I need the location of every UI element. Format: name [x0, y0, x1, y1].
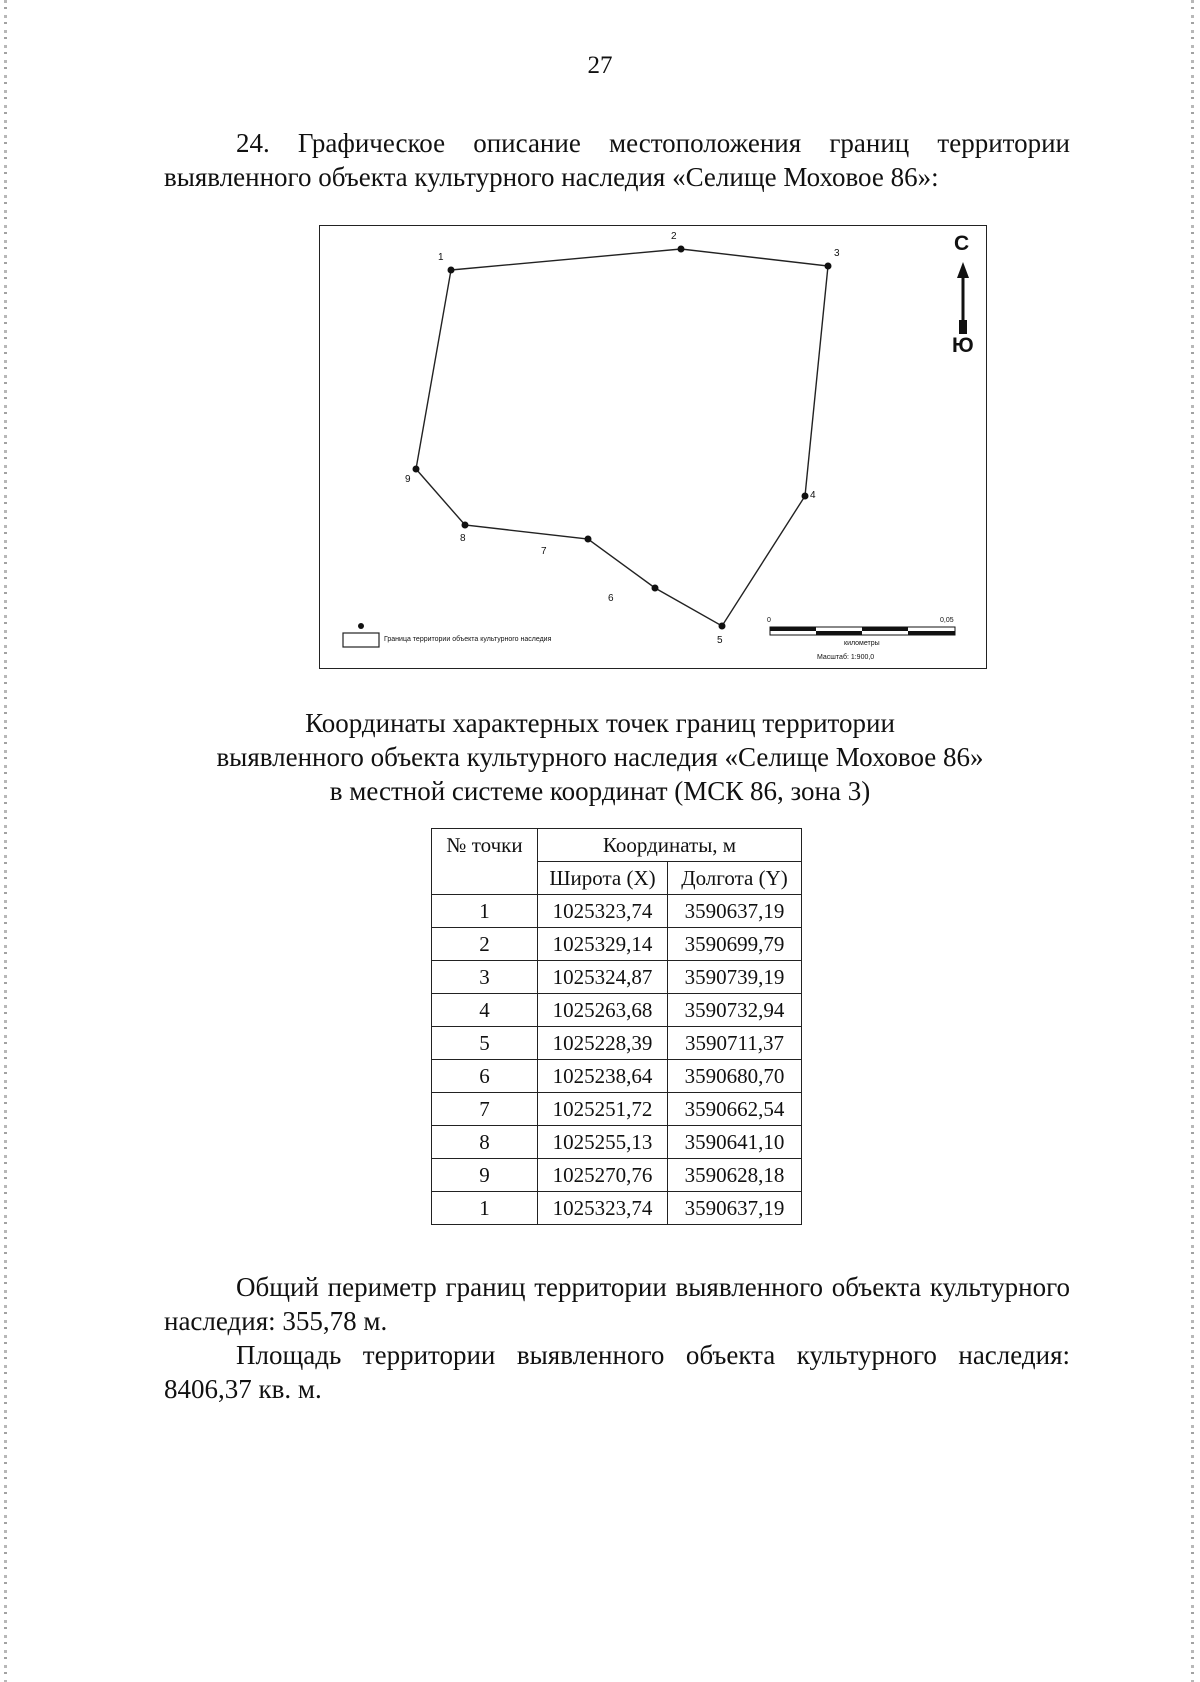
table-row	[432, 895, 802, 928]
caption-line: Координаты характерных точек границ территории	[305, 708, 895, 738]
table-row	[432, 961, 802, 994]
cell-point: 1	[432, 1192, 538, 1225]
page-number: 27	[587, 52, 613, 79]
point-label-7: 7	[541, 546, 547, 557]
legend-point-symbol	[358, 623, 364, 629]
coordinates-table	[431, 828, 802, 1225]
table-row	[432, 994, 802, 1027]
vertex-8	[462, 522, 469, 529]
cell-x: 1025263,68	[538, 994, 668, 1027]
table-row	[432, 1093, 802, 1126]
cell-x: 1025270,76	[538, 1159, 668, 1192]
compass-north-label: С	[954, 232, 970, 255]
header-longitude-y: Долгота (Y)	[668, 862, 802, 895]
cell-x: 1025329,14	[538, 928, 668, 961]
header-latitude-x: Широта (X)	[538, 862, 668, 895]
vertex-9	[413, 466, 420, 473]
cell-x: 1025323,74	[538, 895, 668, 928]
vertex-1	[448, 267, 455, 274]
caption-line: выявленного объекта культурного наследия «Селище Моховое 86»	[216, 742, 984, 772]
north-arrow-head	[957, 262, 969, 278]
boundary-polygon	[416, 249, 828, 626]
table-row	[432, 1027, 802, 1060]
boundary-vertices	[413, 246, 832, 630]
point-label-2: 2	[671, 231, 677, 242]
table-header-row	[432, 829, 802, 862]
caption-line: в местной системе координат (МСК 86, зона 3)	[329, 776, 871, 806]
cell-y: 3590628,18	[668, 1159, 802, 1192]
cell-x: 1025228,39	[538, 1027, 668, 1060]
cell-point: 7	[432, 1093, 538, 1126]
table-row	[432, 1159, 802, 1192]
cell-y: 3590637,19	[668, 1192, 802, 1225]
point-label-1: 1	[438, 252, 444, 263]
cell-point: 9	[432, 1159, 538, 1192]
cell-x: 1025324,87	[538, 961, 668, 994]
scale-end-label: 0,05	[940, 617, 954, 624]
table-caption	[0, 706, 1200, 808]
vertex-2	[678, 246, 685, 253]
perimeter-paragraph: Общий периметр границ территории выявленного объекта культурного наследия: 355,78 м.	[164, 1272, 1070, 1336]
point-label-5: 5	[717, 635, 723, 646]
scan-edge-left	[4, 0, 7, 1682]
scale-bar-segment	[908, 631, 955, 635]
header-point-number: № точки	[432, 829, 538, 895]
cell-y: 3590637,19	[668, 895, 802, 928]
cell-y: 3590699,79	[668, 928, 802, 961]
scale-bar-segment	[770, 627, 816, 631]
cell-point: 4	[432, 994, 538, 1027]
boundary-map-drawing	[320, 226, 988, 670]
boundary-map	[319, 225, 987, 669]
intro-paragraph: 24. Графическое описание местоположения границ территории выявленного объекта культурного наследия «Селище Моховое 86»:	[164, 128, 1070, 192]
vertex-5	[719, 623, 726, 630]
cell-point: 5	[432, 1027, 538, 1060]
cell-point: 3	[432, 961, 538, 994]
vertex-7	[585, 536, 592, 543]
header-coordinates: Координаты, м	[538, 829, 802, 862]
cell-point: 1	[432, 895, 538, 928]
cell-y: 3590641,10	[668, 1126, 802, 1159]
table-row	[432, 1192, 802, 1225]
cell-y: 3590739,19	[668, 961, 802, 994]
cell-x: 1025238,64	[538, 1060, 668, 1093]
area-paragraph: Площадь территории выявленного объекта культурного наследия: 8406,37 кв. м.	[164, 1340, 1070, 1404]
cell-x: 1025255,13	[538, 1126, 668, 1159]
scale-start-label: 0	[767, 617, 771, 624]
cell-point: 2	[432, 928, 538, 961]
cell-y: 3590711,37	[668, 1027, 802, 1060]
vertex-3	[825, 263, 832, 270]
point-label-9: 9	[405, 474, 411, 485]
cell-y: 3590732,94	[668, 994, 802, 1027]
cell-x: 1025323,74	[538, 1192, 668, 1225]
point-label-6: 6	[608, 593, 614, 604]
legend-line-symbol	[343, 633, 379, 647]
table-row	[432, 928, 802, 961]
table-row	[432, 1060, 802, 1093]
cell-point: 6	[432, 1060, 538, 1093]
cell-y: 3590662,54	[668, 1093, 802, 1126]
legend-label: Граница территории объекта культурного наследия	[384, 636, 552, 643]
point-label-8: 8	[460, 533, 466, 544]
vertex-6	[652, 585, 659, 592]
scale-bar-segment	[816, 631, 862, 635]
cell-y: 3590680,70	[668, 1060, 802, 1093]
point-label-4: 4	[810, 490, 816, 501]
north-arrow-base	[959, 320, 967, 334]
cell-point: 8	[432, 1126, 538, 1159]
scale-ratio-label: Масштаб: 1:900,0	[817, 654, 875, 661]
table-row	[432, 1126, 802, 1159]
scan-edge-right	[1191, 0, 1194, 1682]
cell-x: 1025251,72	[538, 1093, 668, 1126]
compass-south-label: Ю	[952, 334, 974, 357]
point-label-3: 3	[834, 248, 840, 259]
scale-units-label: километры	[844, 640, 880, 647]
scale-bar-segment	[862, 627, 908, 631]
vertex-4	[802, 493, 809, 500]
